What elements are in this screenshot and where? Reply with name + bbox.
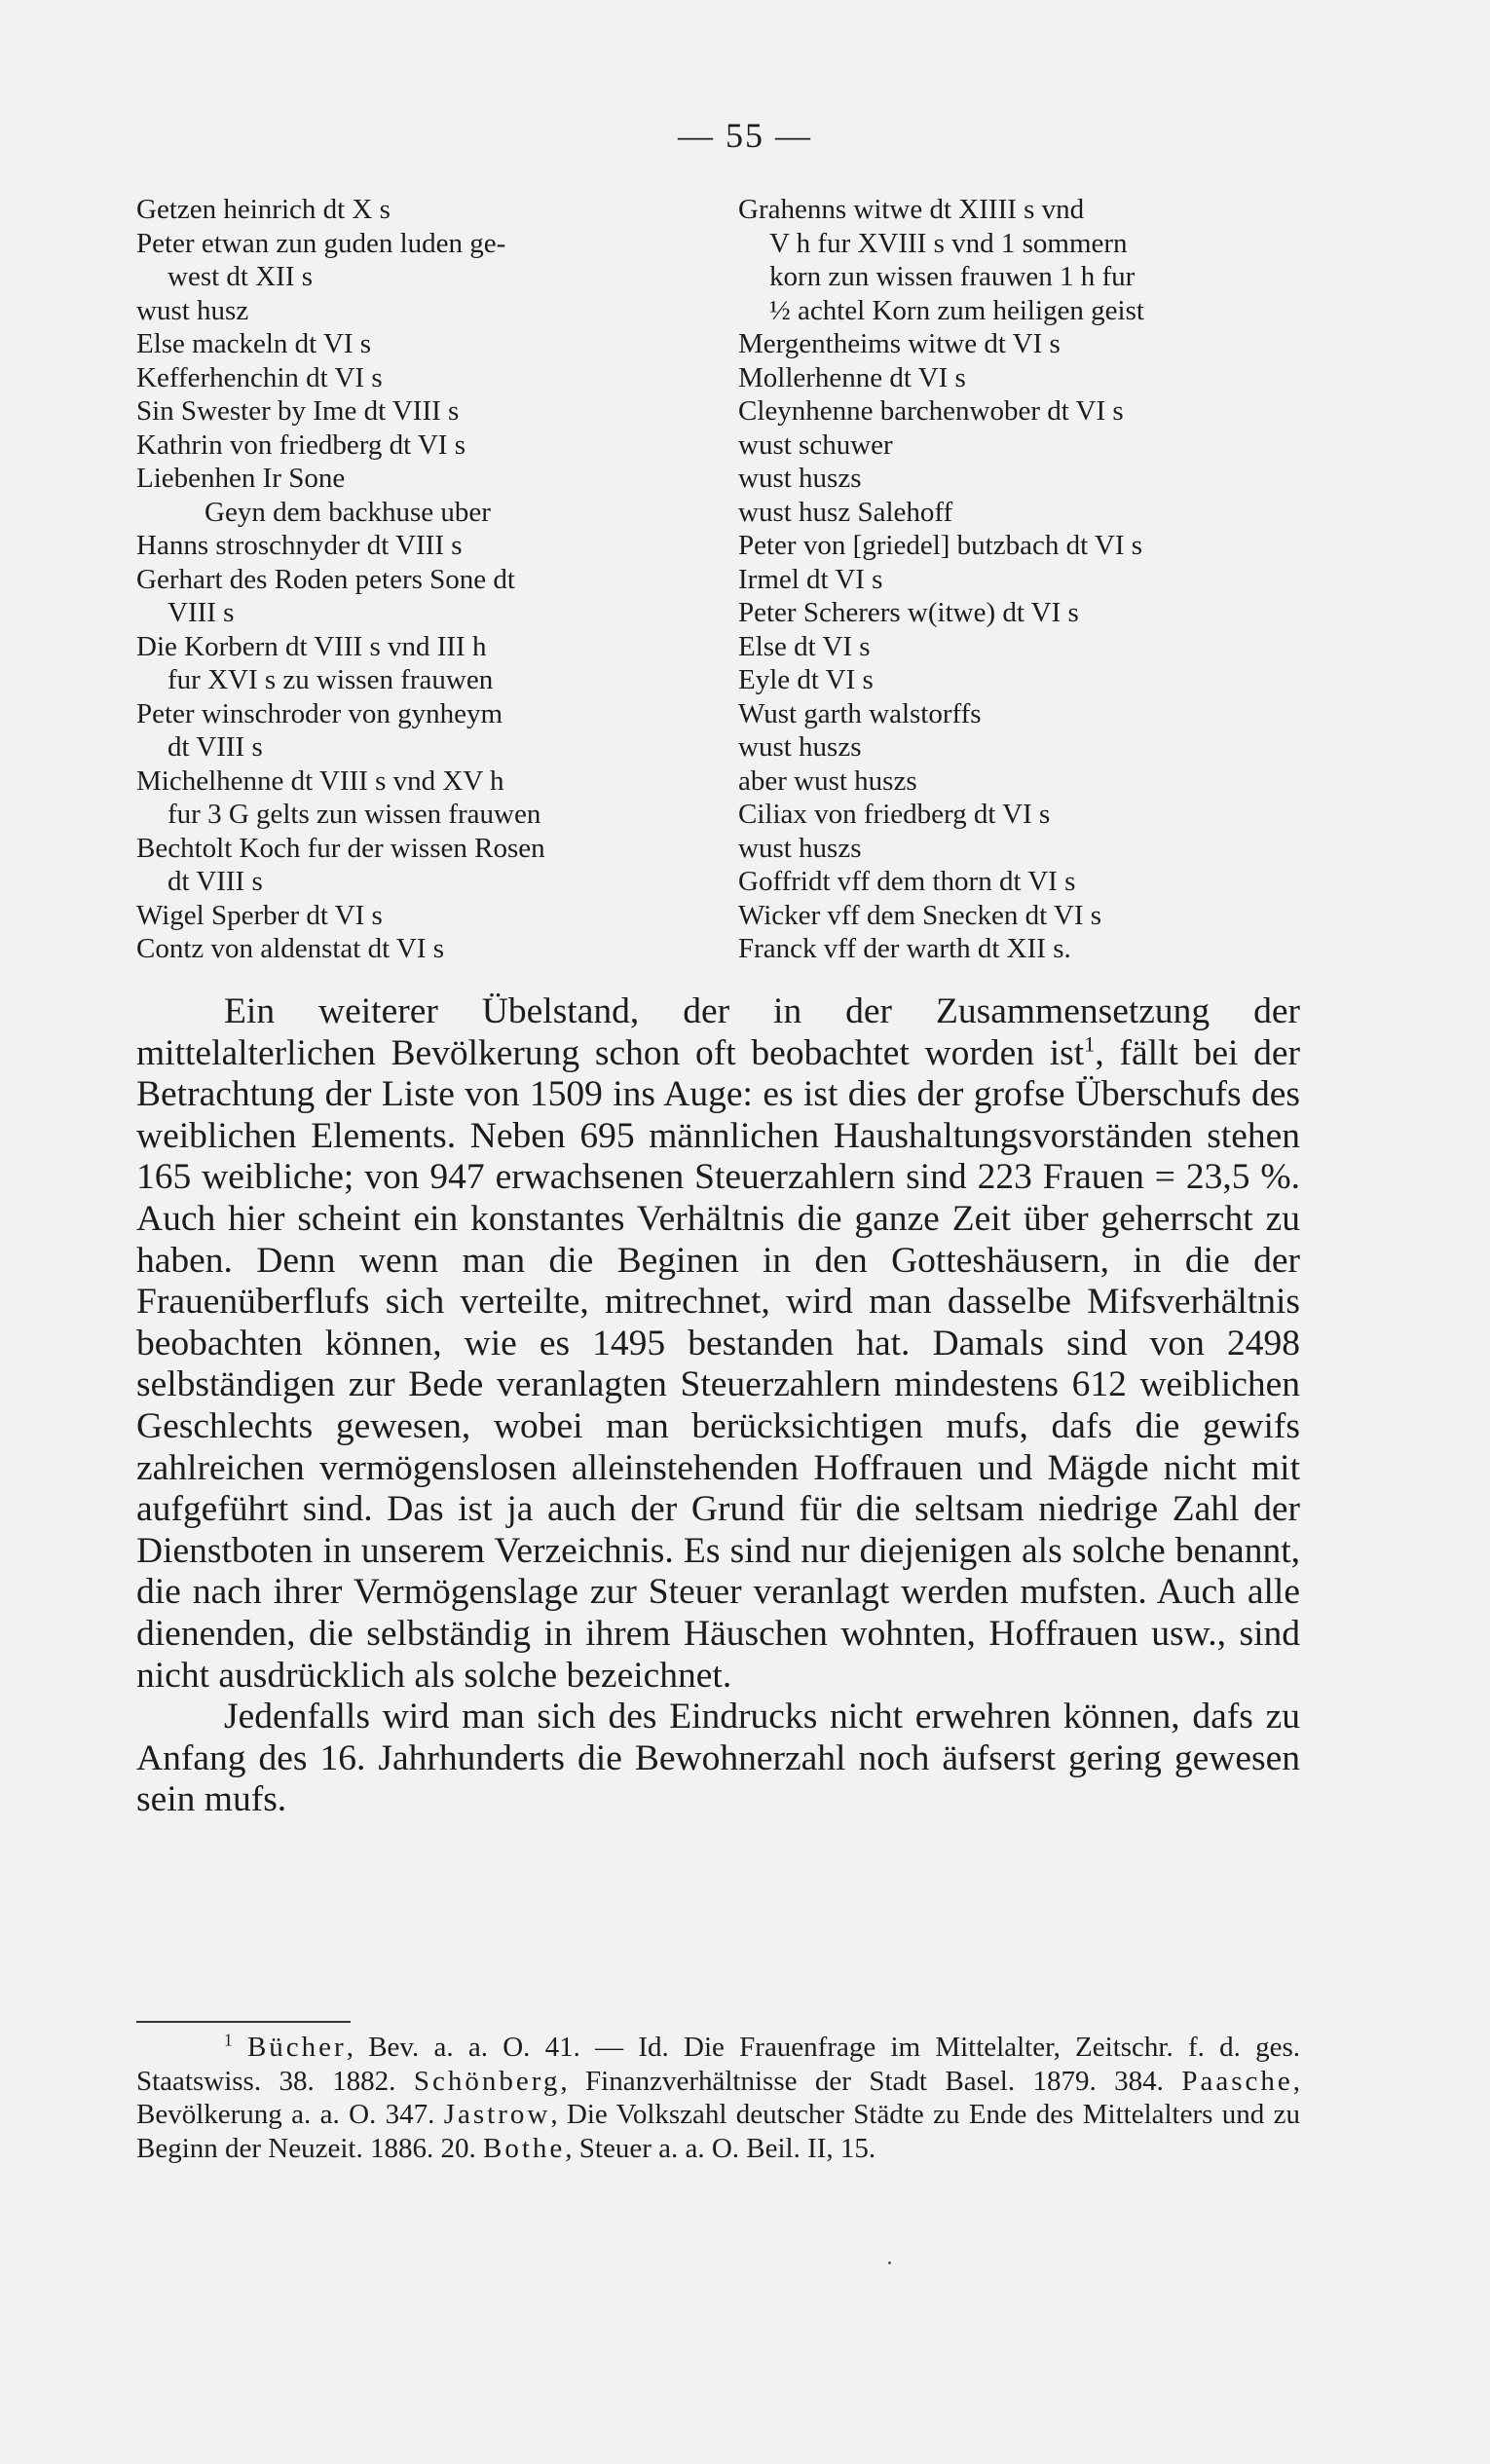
footnote-divider xyxy=(136,2021,351,2023)
footnote: $^1$ Bücher, Bev. a. a. O. 41. — Id. Die Frauenfrage im Mittelalter, Zeitschr. f. d. ges. Staatswiss. 38. 1882. Schönberg, Finanzverhältnisse der Stadt Basel. 1879. 384. Paasche, Bevölkerung a. a. O. 347. Jastrow, Die Volkszahl deutscher Städte zu Ende des Mittelalters und zu Beginn der Neuzeit. 1886. 20. Bothe, Steuer a. a. O. Beil. II, 15. xyxy=(136,2030,1301,2164)
author-name: Schönberg xyxy=(413,2065,561,2097)
register-entry: Contz von aldenstat dt VI s xyxy=(136,933,445,964)
register-entry: Wust garth walstorffs xyxy=(738,697,982,729)
author-name: Bothe xyxy=(482,2132,566,2164)
page-number: — 55 — xyxy=(678,116,812,155)
register-entry: Else dt VI s xyxy=(738,630,871,662)
left-register-column xyxy=(136,193,701,966)
register-entry: wust huszs xyxy=(738,731,862,763)
footnote-reference: 1 xyxy=(1084,1031,1096,1057)
register-entry: Eyle dt VI s xyxy=(738,664,874,695)
register-entry: Else mackeln dt VI s xyxy=(136,328,372,359)
register-entry: Ciliax von friedberg dt VI s xyxy=(738,799,1051,830)
author-name: Jastrow xyxy=(443,2099,551,2130)
register-entry: wust huszs xyxy=(738,463,862,494)
author-name: Paasche xyxy=(1181,2065,1293,2097)
register-entry: Michelhenne dt VIII s vnd XV h fur 3 G gelts zun wissen frauwen xyxy=(136,765,541,830)
register-entry: Cleynhenne barchenwober dt VI s xyxy=(738,395,1124,427)
footnote-marker: 1 xyxy=(224,2030,233,2050)
register-entry: Peter etwan zun guden luden ge- west dt XII s xyxy=(136,227,506,292)
register-entry: Kathrin von friedberg dt VI s xyxy=(136,429,466,461)
register-entry: Grahenns witwe dt XIIII s vnd V h fur XVIII s vnd 1 sommern korn zun wissen frauwen 1 h fur ½ achtel Korn zum heiligen geist xyxy=(738,194,1144,326)
register-entry: Geyn dem backhuse uber xyxy=(205,496,491,528)
register-entry: Wigel Sperber dt VI s xyxy=(136,899,383,931)
register-entry: aber wust huszs xyxy=(738,765,917,797)
register-entry: Wicker vff dem Snecken dt VI s xyxy=(738,899,1102,931)
register-entry: Liebenhen Ir Sone xyxy=(136,463,346,494)
register-entry: wust husz xyxy=(136,294,249,326)
body-paragraph: Ein weiterer Übelstand, der in der Zusammensetzung der mittelalterlichen Bevölkerung schon oft beobachtet worden ist$^1$, fällt bei der Betrachtung der Liste von 1509 ins Auge: es ist dies der grofse Überschufs des weiblichen Elements. Neben 695 männlichen Haushaltungsvorständen stehen 165 weibliche; von 947 erwachsenen Steuerzahlern sind 223 Frauen = 23,5 %. Auch hier scheint ein konstantes Verhältnis die ganze Zeit über geherrscht zu haben. Denn wenn man die Beginen in den Gotteshäusern, in die der Frauenüberflufs sich verteilte, mitrechnet, wird man dasselbe Mifsverhältnis beobachten können, wie es 1495 bestanden hat. Damals sind von 2498 selbständigen zur Bede veranlagten Steuerzahlern mindestens 612 weiblichen Geschlechts gewesen, wobei man berücksichtigen mufs, dafs die gewifs zahlreichen vermögenslosen alleinstehenden Hoffrauen und Mägde nicht mit aufgeführt sind. Das ist ja auch der Grund für die seltsam niedrige Zahl der Dienstboten in unserem Verzeichnis. Es sind nur diejenigen als solche benannt, die nach ihrer Vermögenslage zur Steuer veranlagt werden mufsten. Auch alle dienenden, die selbständig in ihrem Häuschen wohnten, Hoffrauen usw., sind nicht ausdrücklich als solche bezeichnet. xyxy=(136,991,1300,1696)
register-entry: Irmel dt VI s xyxy=(738,563,883,595)
register-entry: wust husz Salehoff xyxy=(738,496,953,528)
register-entry: Peter winschroder von gynheym dt VIII s xyxy=(136,697,503,763)
register-entry: Peter Scherers w(itwe) dt VI s xyxy=(738,597,1079,628)
register-entry: Gerhart des Roden peters Sone dt VIII s xyxy=(136,563,515,628)
register-entry: Hanns stroschnyder dt VIII s xyxy=(136,530,463,561)
register-entry: wust huszs xyxy=(738,832,862,864)
register-entry: Peter von [griedel] butzbach dt VI s xyxy=(738,530,1143,561)
register-entry: Mollerhenne dt VI s xyxy=(738,361,966,393)
register-entry: Getzen heinrich dt X s xyxy=(136,194,391,225)
register-entry: Die Korbern dt VIII s vnd III h fur XVI s zu wissen frauwen xyxy=(136,630,494,695)
register-entry: Goffridt vff dem thorn dt VI s xyxy=(738,866,1076,897)
register-entry: Bechtolt Koch fur der wissen Rosen dt VIII s xyxy=(136,832,545,897)
print-speck xyxy=(888,2261,891,2264)
register-entry: Mergentheims witwe dt VI s xyxy=(738,328,1061,359)
register-entry: Franck vff der warth dt XII s. xyxy=(738,933,1071,964)
body-text xyxy=(136,991,1300,1821)
author-name: Bücher xyxy=(246,2032,347,2063)
register-entry: Kefferhenchin dt VI s xyxy=(136,361,383,393)
register-entry: wust schuwer xyxy=(738,429,893,461)
body-paragraph: Jedenfalls wird man sich des Eindrucks nicht erwehren können, dafs zu Anfang des 16. Jahrhunderts die Bewohnerzahl noch äufserst gering gewesen sein mufs. xyxy=(136,1697,1300,1820)
register-entry: Sin Swester by Ime dt VIII s xyxy=(136,395,460,427)
right-register-column xyxy=(738,193,1303,966)
